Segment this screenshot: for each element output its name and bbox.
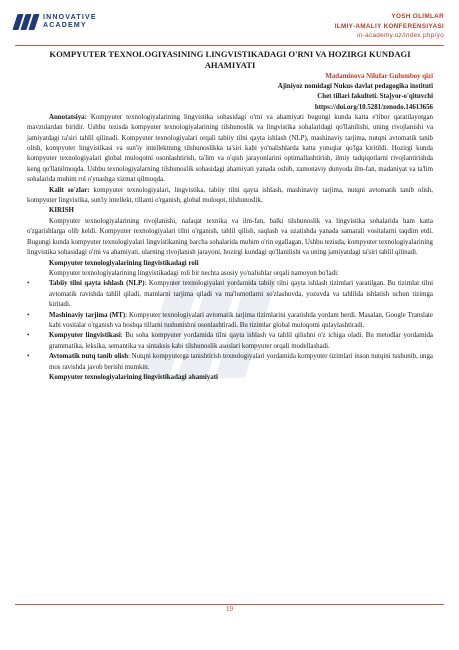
list-item-text: : Bu soha kompyuter yordamida tilni qayta ishlash va tahlil qilishni o'z ichiga oladi. Bu metodlar yordamida grammatika, leksika, semantika va sintaksis kabi tilshunoslik asoslari kompyuter orqali modellashadi. [49, 332, 433, 350]
page-number: 19 [226, 605, 233, 613]
keywords-label: Kalit so'zlar: [49, 186, 90, 194]
section-heading-kirish: KIRISH [49, 207, 74, 215]
list-item-term: Kompyuter lingvistikasi [49, 332, 121, 340]
list-item-term: Avtomatik nutq tanib olish [49, 353, 129, 361]
keywords-text: kompyuter texnologiyalari, lingvistika, tabiiy tilni qayta ishlash, mashinaviy tarjima, nutqni avtomatik tanib olish, kompyuter lingvistika, sun'iy intellekt, tillarni o'rganish, global muloqot, tilshunoslik. [27, 186, 433, 205]
bullet-icon: • [27, 332, 30, 340]
keywords [27, 186, 433, 207]
article-title: KOMPYUTER TEXNOLOGIYASINING LINGVISTIKADAGI O'RNI VA HOZIRGI KUNDAGI AHAMIYATI [49, 49, 411, 70]
article-body [27, 48, 433, 383]
list-item-term: Tabiiy tilni qayta ishlash (NLP) [49, 280, 145, 288]
bullet-icon: • [27, 280, 30, 288]
role-intro: Kompyuter texnologiyalarining lingvistikadagi roli bir nechta asosiy yo'nalishlar orqali namoyon bo'ladi: [49, 269, 339, 277]
list-item-text: : Kompyuter texnologiyalari yordamida tabiiy tilni qayta ishlash tizimlari yaratilgan. Bu tizimlar tilni avtomatik ravishda tahlil qiladi, matnlarni tarjima qiladi va ma'lumotlarni so'zlashuvda, yozuvda va tahlilda ishlatish uchun tizimga kiritadi. [49, 280, 433, 309]
affiliation-2: Chet tillari fakulteti. Stajyor-o'qituvchi [317, 93, 433, 101]
conf-url[interactable]: in-academy.uz/index.php/yo [357, 32, 444, 39]
section-heading-role: Kompyuter texnologiyalarining lingvistikadagi roli [49, 259, 199, 267]
list-item [27, 331, 433, 352]
affiliation-1: Ajiniyoz nomidagi Nukus davlat pedagogika instituti [277, 83, 433, 91]
intro-paragraph: Kompyuter texnologiyalarining rivojlanishi, nafaqat texnika va ilm-fan, balki tilshunoslik va lingvistika sohalarida ham katta o'zgarishlarga olib keldi. Kompyuter texnologiyalari tilni o'rganish, tahlil qilish, saqlash va uzatishda yanada samarali vositalarni taqdim etdi. Bugungi kunda kompyuter texnologiyalari lingvistikaning barcha sohalarida muhim o'rin egallagan. Ushbu tezisda, kompyuter texnologiyalarining lingvistika sohasidagi o'rni va ahamiyati, ularning rivojlanish jarayoni, hozirgi kundagi qo'llanilishi va uning jamiyatdagi ta'siri tahlil qilinadi. [27, 217, 433, 257]
logo-line2: ACADEMY [43, 22, 87, 29]
conf-line1: YOSH OLIMLAR [391, 13, 444, 20]
list-item [27, 311, 433, 332]
section-heading-importance: Kompyuter texnologiyalarining lingvistikadagi ahamiyati [49, 373, 218, 381]
logo-text [43, 14, 97, 30]
innovative-academy-logo [15, 14, 97, 30]
list-item [27, 352, 433, 373]
list-item-text: : Kompyuter texnologiyalari avtomatik tarjima tizimlarini yaratishda yordam berdi. Masalan, Google Translate kabi vositalar o'rganish va boshqa tillarni tushunishni osonlashtiradi. Bu tizimlar global muloqotni qulaylashtiradi. [49, 311, 433, 329]
logo-line1: INNOVATIVE [43, 14, 97, 21]
conf-line2: ILMIY-AMALIY KONFERENSIYASI [334, 22, 444, 30]
conference-info [335, 12, 444, 41]
author-block [27, 72, 433, 113]
author-name: Madaminova Nilufar Gulumboy qizi [325, 73, 433, 80]
abstract-text: Kompyuter texnologiyalarining lingvistika sohasidagi o'rni va ahamiyati bugungi kunda katta e'tibor qaratilayotgan mavzulardan biridir. Ushbu tezisda kompyuter texnologiyalarining tilshunoslik va lingvistika sohalaridagi qo'llanilishi, uning rivojlanishi va jamiyatdagi ta'siri tahlil qilinadi. Kompyuter texnologiyalari orqali tabiiy tilni qayta ishlash (NLP), mashinaviy tarjima, nutqni avtomatik tanib olish, kompyuter lingvistikasi va sun'iy intellektning tilshunoslikka ta'siri kabi yo'nalishlarda katta yutuqlar qo'lga kiritildi. Hozirgi kunda kompyuter texnologiyalari global muloqotni osonlashtirish, ta'lim va o'qish jarayonlarini optimallashtirish, ilmiy tadqiqotlarni rivojlantirishda keng qo'llanilmoqda. Ushbu texnologiyalarning tilshunoslik sohasidagi ahamiyati yanada oshib, zamonaviy dunyoda ilm-fan, madaniyat va ta'lim sohalarida muhim rol o'ynashga xizmat qilmoqda. [27, 113, 433, 184]
abstract [27, 113, 433, 186]
header-divider [15, 45, 444, 46]
doi-link[interactable]: https://doi.org/10.5281/zenodo.14613656 [314, 103, 433, 111]
bullet-icon: • [27, 311, 30, 319]
bullet-icon: • [27, 353, 30, 361]
logo-mark-icon [15, 14, 39, 30]
list-item-term: Mashinaviy tarjima (MT) [49, 311, 126, 319]
page-header [0, 0, 459, 47]
abstract-label: Annotatsiya: [49, 113, 87, 121]
list-item [27, 279, 433, 310]
list-item-text: : Nutqni kompyuterga tanishtirish texnologiyalari yordamida kompyuter tizimlari inson nutqini tushunib, unga mos ravishda javob berishi mumkin. [49, 353, 433, 371]
